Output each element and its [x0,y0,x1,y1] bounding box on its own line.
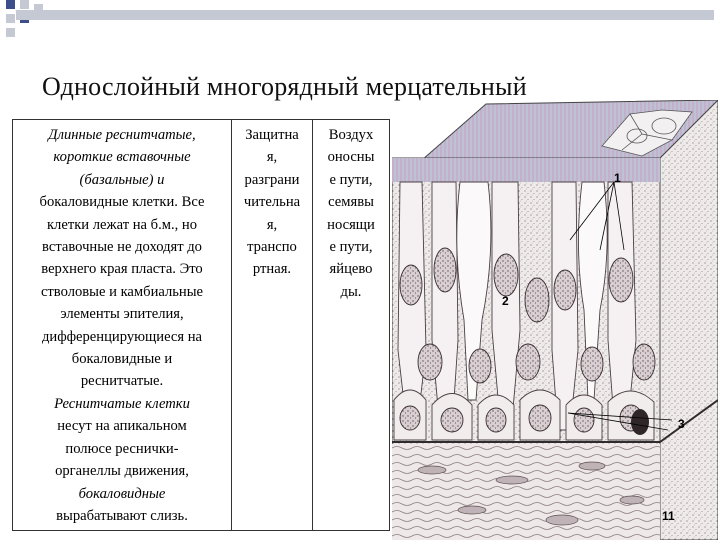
function-line-5: я, [266,216,278,233]
label-11: 11 [662,509,675,523]
structure-line-7: верхнего края пласта. Это [41,261,203,278]
structure-line-12: реснитчатые. [80,373,164,390]
structure-line-8: стволовые и камбиальные [40,283,204,300]
structure-line-1: Длинные реснитчатые, [48,127,196,143]
location-line-3: е пути, [329,171,373,188]
function-line-7: ртная. [252,261,292,278]
structure-line-2: короткие вставочные [53,149,191,166]
structure-line-18: вырабатывают слизь. [56,507,188,524]
location-line-4: семявы [328,194,374,211]
epithelium-illustration [392,100,718,540]
label-1: 1 [614,171,621,185]
structure-line-13: Реснитчатые клетки [54,395,190,412]
slide-title: Однослойный многорядный мерцательный [42,72,527,101]
structure-line-15: полюсе реснички- [65,440,179,457]
location-line-2: оносны [327,149,375,166]
function-column [232,120,313,530]
location-line-7: яйцево [329,261,373,278]
label-3: 3 [678,417,685,431]
function-line-6: транспо [247,239,297,256]
structure-line-14: несут на апикальном [57,418,187,435]
structure-line-3: (базальные) и [79,171,165,188]
corner-decoration [0,0,60,40]
structure-line-9: элементы эпителия, [60,306,184,323]
structure-column [13,120,232,530]
location-line-1: Воздух [328,127,374,143]
structure-line-6: вставочные не доходят до [42,239,202,256]
structure-line-17: бокаловидные [78,485,166,502]
location-line-6: е пути, [329,239,373,256]
structure-line-5: клетки лежат на б.м., но [46,216,198,233]
structure-line-16: органеллы движения, [55,463,189,480]
function-line-4: чительна [243,194,301,211]
function-line-2: я, [266,149,278,166]
function-line-3: разграни [244,171,300,188]
structure-line-10: дифференцирующиеся на [41,328,203,345]
header-rule [16,10,714,20]
location-column [313,120,389,530]
info-table [12,119,390,531]
label-2: 2 [502,294,509,308]
location-line-5: носящи [327,216,375,233]
function-line-1: Защитна [245,127,299,143]
structure-line-4: бокаловидные клетки. Все [39,194,205,211]
structure-line-11: бокаловидные и [71,351,173,368]
location-line-8: ды. [340,283,362,300]
